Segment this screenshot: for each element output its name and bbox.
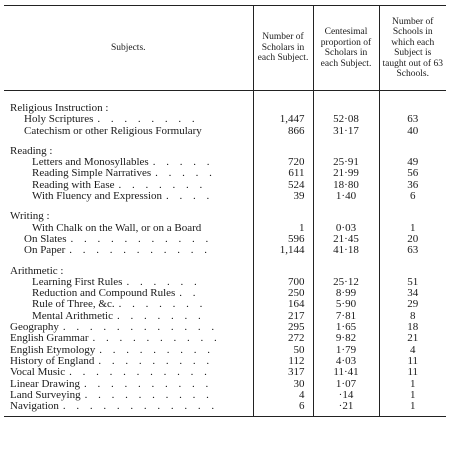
subject-label: With Fluency and Expression (32, 191, 163, 203)
proportion-cell: 8·99 (313, 288, 379, 299)
section-heading-row (4, 211, 446, 222)
empty-cell (379, 211, 446, 222)
section-heading-row (4, 146, 446, 157)
spacer-cell (253, 257, 313, 266)
table-row (4, 234, 446, 245)
proportion-cell: 52·08 (313, 114, 379, 125)
table-row (4, 168, 446, 179)
spacer-cell (313, 257, 379, 266)
table-row (4, 390, 446, 401)
subject-label: History of England (10, 355, 95, 367)
table-row (4, 191, 446, 202)
section-heading: Reading : (10, 145, 53, 157)
table-row (4, 288, 446, 299)
empty-cell (379, 146, 446, 157)
proportion-cell: 11·41 (313, 367, 379, 378)
leader-dots: . . . . . . . . . . . . (62, 322, 219, 334)
number-of-scholars-cell: 164 (253, 299, 313, 310)
subject-label: Learning First Rules (32, 276, 123, 288)
subject-label: Vocal Music (10, 367, 66, 379)
schools-count-cell: 29 (379, 299, 446, 310)
section-spacer (4, 91, 446, 104)
schools-count-cell: 6 (379, 191, 446, 202)
leader-dots: . . . . . . . (118, 179, 207, 191)
subject-label: On Slates (24, 233, 67, 245)
schools-count-cell: 8 (379, 311, 446, 322)
table-row (4, 223, 446, 234)
schools-count-cell: 51 (379, 277, 446, 288)
empty-cell (379, 103, 446, 114)
leader-dots: . . . . . . . . . . . (69, 367, 211, 379)
subject-cell (4, 322, 253, 333)
spacer-cell (4, 257, 253, 266)
table-row (4, 126, 446, 137)
subject-cell (4, 367, 253, 378)
subject-label: Navigation (10, 401, 59, 413)
proportion-cell: 9·82 (313, 333, 379, 344)
subject-label: Holy Scriptures (24, 114, 94, 126)
proportion-cell: 31·17 (313, 126, 379, 137)
subject-cell (4, 180, 253, 191)
leader-dots: . . . . . . . . . . . (70, 233, 213, 245)
leader-dots: . . (179, 288, 200, 300)
spacer-cell (253, 91, 313, 104)
subject-label: Rule of Three, &c. (32, 299, 115, 311)
number-of-scholars-cell: 700 (253, 277, 313, 288)
proportion-cell: 4·03 (313, 356, 379, 367)
subject-cell (4, 333, 253, 344)
number-of-scholars-cell: 1 (253, 223, 313, 234)
table-row (4, 245, 446, 256)
number-of-scholars-cell: 50 (253, 345, 313, 356)
proportion-cell: 21·99 (313, 168, 379, 179)
proportion-cell: 5·90 (313, 299, 379, 310)
spacer-cell (313, 202, 379, 211)
subject-label: With Chalk on the Wall, or on a Board (32, 222, 202, 234)
header-proportion: Centesimal proportion of Scholars in each Subject. (313, 6, 379, 91)
number-of-scholars-cell: 295 (253, 322, 313, 333)
schools-count-cell: 18 (379, 322, 446, 333)
proportion-cell: 18·80 (313, 180, 379, 191)
subject-label: Linear Drawing (10, 378, 80, 390)
number-of-scholars-cell: 524 (253, 180, 313, 191)
schools-count-cell: 40 (379, 126, 446, 137)
subject-cell (4, 390, 253, 401)
schools-count-cell: 21 (379, 333, 446, 344)
section-spacer (4, 257, 446, 266)
subject-label: Reading with Ease (32, 179, 115, 191)
schools-count-cell: 1 (379, 379, 446, 390)
table-body (4, 91, 446, 417)
proportion-cell: 1·79 (313, 345, 379, 356)
spacer-cell (379, 202, 446, 211)
table-row (4, 367, 446, 378)
number-of-scholars-cell: 4 (253, 390, 313, 401)
leader-dots: . . . . (166, 191, 214, 203)
spacer-cell (313, 91, 379, 104)
spacer-cell (379, 91, 446, 104)
empty-cell (253, 103, 313, 114)
section-heading: Writing : (10, 211, 50, 223)
subject-cell (4, 234, 253, 245)
proportion-cell: ·21 (313, 401, 379, 417)
leader-dots: . . . . . . . . . . (83, 378, 213, 390)
table-row (4, 157, 446, 168)
schools-count-cell: 63 (379, 114, 446, 125)
section-heading-cell (4, 211, 253, 222)
subject-cell (4, 311, 253, 322)
subject-cell (4, 401, 253, 417)
schools-count-cell: 20 (379, 234, 446, 245)
header-subjects: Subjects. (4, 6, 253, 91)
subject-cell (4, 114, 253, 125)
subject-label: Reading Simple Narratives (32, 168, 152, 180)
schools-count-cell: 11 (379, 367, 446, 378)
number-of-scholars-cell: 112 (253, 356, 313, 367)
leader-dots: . . . . . . . . . (98, 355, 214, 367)
table-row (4, 379, 446, 390)
proportion-cell: 0·03 (313, 223, 379, 234)
number-of-scholars-cell: 611 (253, 168, 313, 179)
empty-cell (253, 211, 313, 222)
spacer-cell (253, 137, 313, 146)
empty-cell (379, 266, 446, 277)
leader-dots: . . . . . . . . . . (92, 333, 221, 345)
section-heading-cell (4, 266, 253, 277)
subject-cell (4, 288, 253, 299)
number-of-scholars-cell: 250 (253, 288, 313, 299)
proportion-cell: 1·07 (313, 379, 379, 390)
spacer-cell (253, 202, 313, 211)
schools-count-cell: 63 (379, 245, 446, 256)
empty-cell (253, 146, 313, 157)
table-row (4, 356, 446, 367)
schools-count-cell: 34 (379, 288, 446, 299)
subject-label: Geography (10, 322, 59, 334)
empty-cell (313, 146, 379, 157)
proportion-cell: 25·12 (313, 277, 379, 288)
proportion-cell: 1·65 (313, 322, 379, 333)
subject-cell (4, 245, 253, 256)
statistics-table (4, 5, 446, 417)
number-of-scholars-cell: 6 (253, 401, 313, 417)
schools-count-cell: 56 (379, 168, 446, 179)
subject-label: English Etymology (10, 344, 96, 356)
number-of-scholars-cell: 217 (253, 311, 313, 322)
subject-label: Reduction and Compound Rules (32, 288, 176, 300)
header-number: Number of Scholars in each Subject. (253, 6, 313, 91)
section-heading-cell (4, 146, 253, 157)
proportion-cell: 41·18 (313, 245, 379, 256)
section-heading: Religious Instruction : (10, 103, 109, 114)
proportion-cell: ·14 (313, 390, 379, 401)
number-of-scholars-cell: 1,447 (253, 114, 313, 125)
schools-count-cell: 4 (379, 345, 446, 356)
table-row (4, 333, 446, 344)
number-of-scholars-cell: 1,144 (253, 245, 313, 256)
subject-label: On Paper (24, 245, 66, 257)
number-of-scholars-cell: 272 (253, 333, 313, 344)
empty-cell (253, 266, 313, 277)
spacer-cell (379, 137, 446, 146)
section-spacer (4, 137, 446, 146)
table-row (4, 114, 446, 125)
schools-count-cell: 36 (379, 180, 446, 191)
number-of-scholars-cell: 866 (253, 126, 313, 137)
spacer-cell (379, 257, 446, 266)
subject-label: English Grammar (10, 333, 89, 345)
table-row (4, 299, 446, 310)
spacer-cell (313, 137, 379, 146)
table-row (4, 322, 446, 333)
subject-cell (4, 356, 253, 367)
proportion-cell: 1·40 (313, 191, 379, 202)
subject-cell (4, 223, 253, 234)
header-schools: Number of Schools in which each Subject is taught out of 63 Schools. (379, 6, 446, 91)
empty-cell (313, 211, 379, 222)
spacer-cell (4, 137, 253, 146)
number-of-scholars-cell: 39 (253, 191, 313, 202)
empty-cell (313, 103, 379, 114)
table-row (4, 277, 446, 288)
leader-dots: . . . . . . . . (97, 114, 199, 126)
schools-count-cell: 11 (379, 356, 446, 367)
subject-label: Letters and Monosyllables (32, 157, 149, 169)
leader-dots: . . . . . . . . . (99, 344, 214, 356)
section-heading-row (4, 103, 446, 114)
spacer-cell (4, 202, 253, 211)
leader-dots: . . . . . . . (116, 310, 205, 322)
empty-cell (313, 266, 379, 277)
section-heading-cell (4, 103, 253, 114)
section-heading: Arithmetic : (10, 265, 64, 277)
proportion-cell: 7·81 (313, 311, 379, 322)
table-row (4, 180, 446, 191)
table-row (4, 311, 446, 322)
subject-cell (4, 379, 253, 390)
subject-cell (4, 168, 253, 179)
leader-dots: . . . . . . . (118, 299, 207, 311)
number-of-scholars-cell: 317 (253, 367, 313, 378)
subject-cell (4, 299, 253, 310)
leader-dots: . . . . . (152, 157, 214, 169)
spacer-cell (4, 91, 253, 104)
proportion-cell: 21·45 (313, 234, 379, 245)
subject-cell (4, 191, 253, 202)
schools-count-cell: 49 (379, 157, 446, 168)
number-of-scholars-cell: 30 (253, 379, 313, 390)
leader-dots: . . . . . (155, 168, 216, 180)
subject-label: Mental Arithmetic (32, 310, 113, 322)
table-row (4, 345, 446, 356)
subject-label: Land Surveying (10, 389, 81, 401)
section-heading-row (4, 266, 446, 277)
number-of-scholars-cell: 720 (253, 157, 313, 168)
subject-cell (4, 157, 253, 168)
subject-cell (4, 126, 253, 137)
subject-cell (4, 345, 253, 356)
leader-dots: . . . . . . . . . . . (69, 245, 211, 257)
number-of-scholars-cell: 596 (253, 234, 313, 245)
leader-dots: . . . . . . . . . . (84, 389, 213, 401)
table-row (4, 401, 446, 417)
subject-cell (4, 277, 253, 288)
section-spacer (4, 202, 446, 211)
header-row (4, 6, 446, 91)
schools-count-cell: 1 (379, 223, 446, 234)
leader-dots: . . . . . . . . . . . . (62, 401, 219, 413)
proportion-cell: 25·91 (313, 157, 379, 168)
schools-count-cell: 1 (379, 401, 446, 417)
schools-count-cell: 1 (379, 390, 446, 401)
leader-dots: . . . . . . (126, 276, 201, 288)
subject-label: Catechism or other Religious Formulary (24, 125, 202, 137)
